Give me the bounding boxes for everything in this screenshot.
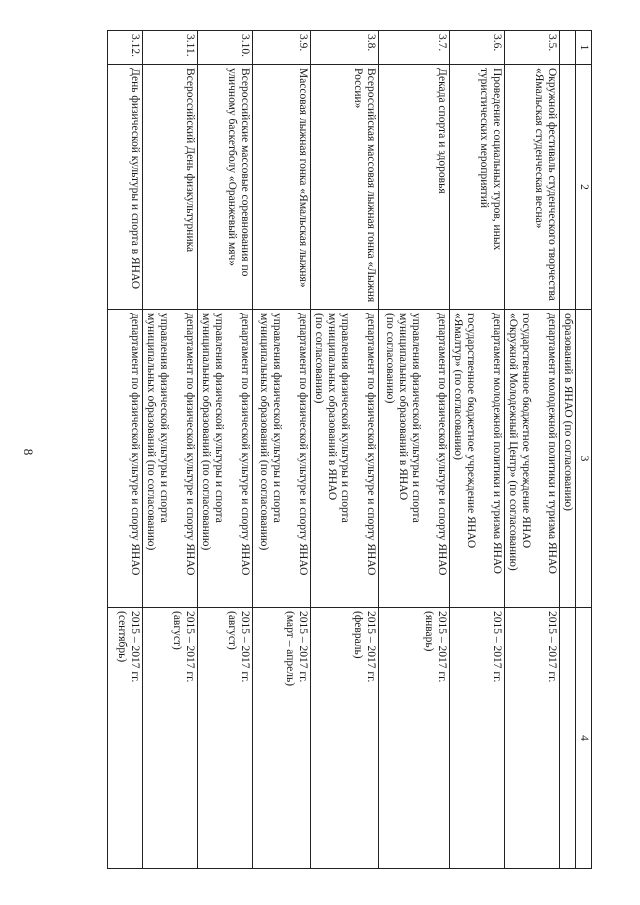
event-name (143, 65, 198, 310)
table-row (379, 31, 450, 869)
organizer-line: департамент по физической культуре и спорту ЯНАО (239, 313, 251, 576)
event-name (108, 65, 143, 310)
event-name (311, 65, 379, 310)
table-row (311, 31, 379, 869)
event-name-line: Окружной фестиваль студенческого творчества (546, 68, 558, 301)
organizer (198, 310, 253, 608)
organizer-line (225, 313, 238, 604)
organizer-line (351, 313, 364, 604)
cont-cell-1 (560, 31, 576, 65)
term (143, 608, 198, 869)
organizer (143, 310, 198, 608)
organizer-line: департамент по физической культуре и спорту ЯНАО (184, 313, 196, 576)
event-name (505, 65, 560, 310)
term-line: 2015 – 2017 гг. (239, 611, 251, 683)
organizer-line: департамент по физической культуре и спорту ЯНАО (129, 313, 141, 576)
row-number: 3.5. (505, 31, 560, 65)
term (379, 608, 450, 869)
term-line: 2015 – 2017 гг. (365, 611, 377, 683)
row-number: 3.11. (143, 31, 198, 65)
term-line: (август) (226, 611, 238, 650)
term-line: 2015 – 2017 гг. (184, 611, 196, 683)
row-number: 3.8. (311, 31, 379, 65)
event-name (379, 65, 450, 310)
cont-cell-4 (560, 608, 576, 869)
organizer-line (532, 313, 545, 604)
organizer-line: управления физической культуры и спорта (213, 313, 225, 523)
term-line: 2015 – 2017 гг. (491, 611, 503, 683)
organizer (450, 310, 505, 608)
table-row (108, 31, 143, 869)
term (253, 608, 311, 869)
organizer-line: департамент по физической культуре и спорту ЯНАО (365, 313, 377, 576)
row-number: 3.6. (450, 31, 505, 65)
term (450, 608, 505, 869)
organizer-line: муниципальных образований (по согласованию) (145, 313, 157, 551)
organizer-line (170, 313, 183, 604)
organizer (379, 310, 450, 608)
organizer-line: департамент по физической культуре и спорту ЯНАО (297, 313, 309, 576)
organizer-line (422, 313, 435, 604)
header-row (576, 31, 592, 869)
organizer-line: муниципальных образований в ЯНАО (397, 313, 409, 501)
organizer-line: управления физической культуры и спорта (271, 313, 283, 523)
organizer-line: муниципальных образований (по согласованию) (200, 313, 212, 551)
event-name-line: Всероссийские массовые соревнования по (239, 68, 251, 277)
event-name-line: Всероссийская массовая лыжная гонка «Лыжня (365, 68, 377, 303)
header-col-4: 4 (576, 608, 592, 869)
organizer-line: (по согласованию) (313, 313, 325, 404)
organizer (505, 310, 560, 608)
term-line: 2015 – 2017 гг. (436, 611, 448, 683)
row-number: 3.9. (253, 31, 311, 65)
organizer (108, 310, 143, 608)
organizer-line: муниципальных образований в ЯНАО (326, 313, 338, 501)
table-row (143, 31, 198, 869)
event-name (198, 65, 253, 310)
table-row (198, 31, 253, 869)
row-number: 3.7. (379, 31, 450, 65)
organizer-line (477, 313, 490, 604)
event-name-line: Массовая лыжная гонка «Ямальская лыжня» (297, 68, 309, 288)
organizer-line: управления физической культуры и спорта (158, 313, 170, 523)
row-number: 3.12. (108, 31, 143, 65)
event-name-line: День физической культуры и спорта в ЯНАО (129, 68, 141, 290)
table-row (450, 31, 505, 869)
events-table (107, 30, 592, 869)
header-col-1: 1 (576, 31, 592, 65)
term-line: (февраль) (352, 611, 364, 659)
organizer-line: «Окружной Молодежный Центр» (по согласованию) (507, 313, 519, 571)
term (198, 608, 253, 869)
event-name (450, 65, 505, 310)
table-row (505, 31, 560, 869)
organizer-line: муниципальных образований (по согласованию) (258, 313, 270, 551)
cont-cell-2 (560, 65, 576, 310)
term-line: 2015 – 2017 гг. (546, 611, 558, 683)
event-name (253, 65, 311, 310)
organizer-line: управления физической культуры и спорта (410, 313, 422, 523)
continuation-row (560, 31, 576, 869)
organizer-line: государственное бюджетное учреждение ЯНАО (465, 313, 477, 549)
header-col-2: 2 (576, 65, 592, 310)
event-name-line: Проведение социальных туров, иных (491, 68, 503, 251)
organizer-line: «Ямалтур» (по согласованию) (452, 313, 464, 460)
header-col-3: 3 (576, 310, 592, 608)
organizer (311, 310, 379, 608)
rotated-page (61, 30, 592, 868)
organizer-line: государственное бюджетное учреждение ЯНАО (520, 313, 532, 549)
term (108, 608, 143, 869)
term-line: 2015 – 2017 гг. (129, 611, 141, 683)
table-row (253, 31, 311, 869)
continuation-text: образований в ЯНАО (по согласованию) (560, 310, 576, 608)
organizer-line: управления физической культуры и спорта (339, 313, 351, 523)
event-name-line: туристических мероприятий (478, 68, 490, 209)
term-line: 2015 – 2017 гг. (297, 611, 309, 683)
term (311, 608, 379, 869)
organizer-line (283, 313, 296, 604)
event-name-line: уличному баскетболу «Оранжевый мяч» (226, 68, 238, 267)
organizer-line: департамент молодежной политики и туризма ЯНАО (491, 313, 503, 574)
term-line: (март – апрель) (284, 611, 296, 687)
term-line: (сентябрь) (116, 611, 128, 663)
organizer (253, 310, 311, 608)
event-name-line: Всероссийский День физкультурника (184, 68, 196, 253)
row-number: 3.10. (198, 31, 253, 65)
term-line: (январь) (423, 611, 435, 652)
organizer-line: департамент по физической культуре и спорту ЯНАО (436, 313, 448, 576)
term (505, 608, 560, 869)
event-name-line: Декада спорта и здоровья (436, 68, 448, 194)
organizer-line: департамент молодежной политики и туризма ЯНАО (546, 313, 558, 574)
event-name-line: «Ямальская студенческая весна» (533, 68, 545, 229)
event-name-line: России» (352, 68, 364, 109)
organizer-line: (по согласованию) (384, 313, 396, 404)
page-number: 8 (21, 448, 36, 456)
term-line: (август) (171, 611, 183, 650)
